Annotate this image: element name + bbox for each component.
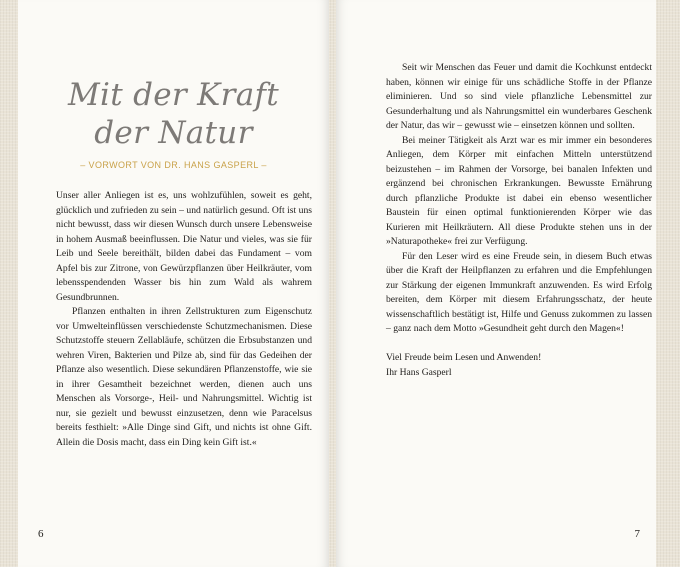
chapter-subtitle: – VORWORT VON DR. HANS GASPERL – [80, 160, 267, 170]
paragraph: Bei meiner Tätigkeit als Arzt war es mir immer ein besonderes Anliegen, dem Körper mit einfachen Mitteln unterstützend beizustehen – im Rahmen der Vorsorge, bei banalen Infekten und ergänzend bei chronischen Erkrankungen. Bewusste Ernährung durch pflanzliche Produkte ist dabei ein ebenso wesentlicher Baustein für einen optimal funktionierenden Körper wie das Kurieren mit Heilkräutern. All diese Produkte stehen uns in der »Naturapotheke« frei zur Verfügung. [386, 134, 652, 247]
chapter-title [18, 76, 329, 152]
paragraph-spacer [386, 337, 652, 352]
paragraph: Unser aller Anliegen ist es, uns wohlzufühlen, soweit es geht, glücklich und zufrieden zu sein – und natürlich gesund. Oft ist uns nicht bewusst, dass wir diesen Wunsch durch unsere Lebensweise in hohem Ausmaß beeinflussen. Die Natur und vieles, was sie für Leib und Seele bereithält, bilden dabei das Fundament – vom Apfel bis zur Zitrone, von Gewürzpflanzen über Heilkräuter, vom lebensspendenden Wasser bis hin zum Wald als wahrem Gesundbrunnen. [56, 190, 312, 303]
closing-signature: Ihr Hans Gasperl [386, 366, 452, 378]
right-page [336, 0, 656, 567]
chapter-title-line-2: der Natur [94, 115, 253, 151]
page-number-left: 6 [38, 528, 44, 540]
paragraph: Seit wir Menschen das Feuer und damit die Kochkunst entdeckt haben, können wir einige für uns schädliche Stoffe in der Pflanze eliminieren. Und so sind viele pflanzliche Lebensmittel zur Gesunderhaltung und als Nahrungsmittel ein wunderbares Geschenk der Natur, das wir – gewusst wie – einsetzen können und sollten. [386, 62, 652, 131]
closing-greeting: Viel Freude beim Lesen und Anwenden! [386, 352, 542, 363]
page-number-right: 7 [634, 528, 640, 540]
chapter-title-line-1: Mit der Kraft [67, 77, 280, 113]
left-page [18, 0, 329, 567]
right-body-text [386, 61, 652, 380]
paragraph: Für den Leser wird es eine Freude sein, in diesem Buch etwas über die Kraft der Heilpflanzen zu erfahren und die Empfehlungen zur Stärkung der eigenen Immunkraft anzuwenden. Es wird Erfolg bereiten, dem Körper mit diesem Erfahrungsschatz, der heute wissenschaftlich bestätigt ist, Hilfe und Genuss zukommen zu lassen – ganz nach dem Motto »Gesundheit geht durch den Magen«! [386, 250, 652, 334]
left-body-text [56, 189, 312, 450]
paragraph: Pflanzen enthalten in ihren Zellstrukturen zum Eigenschutz vor Umwelteinflüssen verschiedenste Schutzmechanismen. Diese Schutzstoffe steuern Zellabläufe, schützen die Erbsubstanzen und wehren Viren, Bakterien und Pilze ab, sind für das Gedeihen der Pflanze also wesentlich. Diese sekundären Pflanzenstoffe, wie sie in ihrer Gesamtheit bezeichnet werden, dienen auch uns Menschen als Vorsorge-, Heil- und Nahrungsmittel. Wichtig ist nur, sie gezielt und bewusst einzusetzen, denn wie Paracelsus bereits festhielt: »Alle Dinge sind Gift, und nichts ist ohne Gift. Allein die Dosis macht, dass ein Ding kein Gift ist.« [56, 306, 312, 448]
